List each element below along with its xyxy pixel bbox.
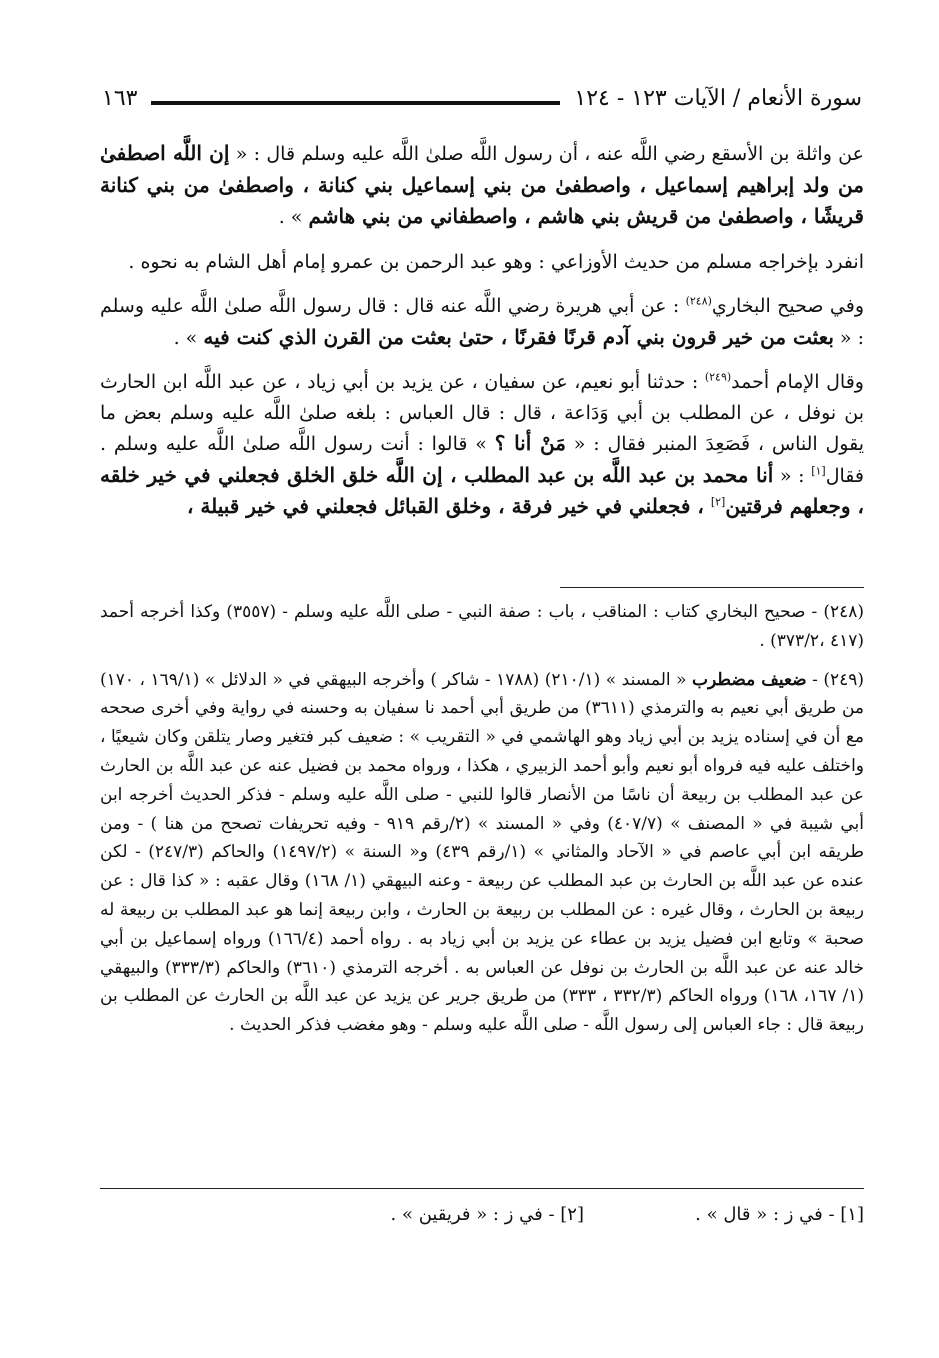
main-text [100,138,864,537]
footnote-249: (٢٤٩) - ضعيف مضطرب « المسند » (٢١٠/١) (١٧٨٨ - شاكر ) وأخرجه البيهقي في « الدلائل » (١٦٩/١ ، ١٧٠) من طريق أبي نعيم به والترمذي (٣٦١١) من طريق أبي أحمد نا سفيان به وحسنه في رواية وفي أخرى صححه مع أن في إسناده يزيد بن أبي زياد وهو الهاشمي في « التقريب » : ضعيف كبر فتغير وصار يتلقن وكان شيعيًا ، واختلف عليه فيه فرواه أبو نعيم وأبو أحمد الزبيري ، هكذا ، ورواه محمد بن فضيل عنه عن عبد اللَّه بن الحارث عن عبد المطلب بن ربيعة أن ناسًا من الأنصار قالوا للنبي - صلى اللَّه عليه وسلم - فذكر الحديث أخرجه ابن أبي شيبة في « المصنف » (٤٠٧/٧) وفي « المسند » (٢/رقم ٩١٩ - وفيه تحريفات تصحح من هنا ) - ومن طريقه ابن أبي عاصم في « الآحاد والمثاني » (١/رقم ٤٣٩) و« السنة » (١٤٩٧/٢) والحاكم (٢٤٧/٣) - لكن عنده عن عبد اللَّه بن الحارث بن عبد المطلب عن ربيعة - وعنه البيهقي (١/ ١٦٨) وقال عقبه : « كذا قال : عن ربيعة بن الحارث ، وقال غيره : عن المطلب بن ربيعة بن الحارث ، وابن ربيعة إنما هو عبد المطلب بن ربيعة له صحبة » وتابع ابن فضيل يزيد بن عطاء عن يزيد بن أبي زياد به . رواه أحمد (١٦٦/٤) ورواه إسماعيل بن أبي خالد عنه عن عبد اللَّه بن الحارث بن نوفل عن العباس به . أخرجه الترمذي (٣٦١٠) والحاكم (٣٣٣/٣) والبيهقي (١/ ١٦٧، ١٦٨) ورواه الحاكم (٣٣٢/٣ ، ٣٣٣) من طريق جرير عن يزيد عن عبد اللَّه بن الحارث عن المطلب بن ربيعة قال : جاء العباس إلى رسول اللَّه - صلى اللَّه عليه وسلم - وهو مغضب فذكر الحديث . [100,669,865,1036]
page-header [102,78,862,118]
variant-notes [100,1200,864,1230]
running-title: سورة الأنعام / الآيات ١٢٣ - ١٢٤ [574,85,862,111]
variant-note-1: [١] - في ز : « قال » . [695,1204,864,1225]
footnote-ref-249[interactable]: (٢٤٩) [704,370,732,384]
hadith-text: أنا محمد بن عبد اللَّه بن عبد المطلب ، إن اللَّه خلق الخلق فجعلني في خير خلقه ، وجعلهم فرقتين [100,462,864,518]
variant-ref-1[interactable]: [١] [811,464,826,478]
hadith-text: مَنْ أنا ؟ [494,431,566,455]
paragraph-ahmad: وقال الإمام أحمد$^{(٢٤٩)}$ : حدثنا أبو نعيم، عن سفيان ، عن يزيد بن أبي زياد ، عن عبد اللَّه ابن الحارث بن نوفل ، عن المطلب بن أبي وَدَاعة ، قال : قال العباس : بلغه صلىٰ اللَّه عليه وسلم بعض ما يقول الناس ، فَصَعِدَ المنبر فقال : « مَنْ أنا ؟ » قالوا : أنت رسول اللَّه صلىٰ اللَّه عليه وسلم . فقال[١] : « أنا محمد بن عبد اللَّه بن عبد المطلب ، إن اللَّه خلق الخلق فجعلني في خير خلقه ، وجعلهم فرقتين[٢] ، فجعلني في خير فرقة ، وخلق القبائل فجعلني في خير قبيلة ، [100,370,864,518]
footnotes [100,598,864,1050]
footnote-separator [560,587,864,588]
paragraph-bukhari: وفي صحيح البخاري$^{(٢٤٨)}$ : عن أبي هريرة رضي اللَّه عنه قال : قال رسول اللَّه صلىٰ اللَّه عليه وسلم : « بعثت من خير قرون بني آدم قرنًا فقرنًا ، حتىٰ بعثت من القرن الذي كنت فيه » . [100,294,864,349]
grading-label: ضعيف مضطرب [692,669,807,690]
paragraph-hadith-wathila: عن واثلة بن الأسقع رضي اللَّه عنه ، أن رسول اللَّه صلىٰ اللَّه عليه وسلم قال : « إن اللَّه اصطفىٰ من ولد إبراهيم إسماعيل ، واصطفىٰ من بني إسماعيل بني كنانة ، واصطفىٰ من بني كنانة قريشًا ، واصطفىٰ من قريش بني هاشم ، واصطفاني من بني هاشم » . [100,141,864,228]
footnote-248: (٢٤٨) - صحيح البخاري كتاب : المناقب ، باب : صفة النبي - صلى اللَّه عليه وسلم - (٣٥٥٧) وكذا أخرجه أحمد (٤١٧ ،٣٧٣/٢) . [100,602,865,651]
variant-ref-2[interactable]: [٢] [710,495,726,509]
hadith-text: إن اللَّه اصطفىٰ من ولد إبراهيم إسماعيل ، واصطفىٰ من بني إسماعيل بني كنانة ، واصطفىٰ من بني كنانة قريشًا ، واصطفىٰ من قريش بني هاشم ، واصطفاني من بني هاشم [100,141,864,228]
page-number: ١٦٣ [102,85,138,111]
footnote-ref-248[interactable]: (٢٤٨) [685,294,712,308]
hadith-text: بعثت من خير قرون بني آدم قرنًا فقرنًا ، حتىٰ بعثت من القرن الذي كنت فيه [203,324,834,349]
variant-note-2: [٢] - في ز : « فريقين » . [390,1204,584,1225]
header-rule [151,101,560,105]
hadith-text: ، فجعلني في خير فرقة ، وخلق القبائل فجعلني في خير قبيلة ، [186,494,711,518]
paragraph-muslim-note: انفرد بإخراجه مسلم من حديث الأوزاعي : وهو عبد الرحمن بن عمرو إمام أهل الشام به نحوه . [128,250,864,273]
variant-notes-separator [100,1188,864,1189]
